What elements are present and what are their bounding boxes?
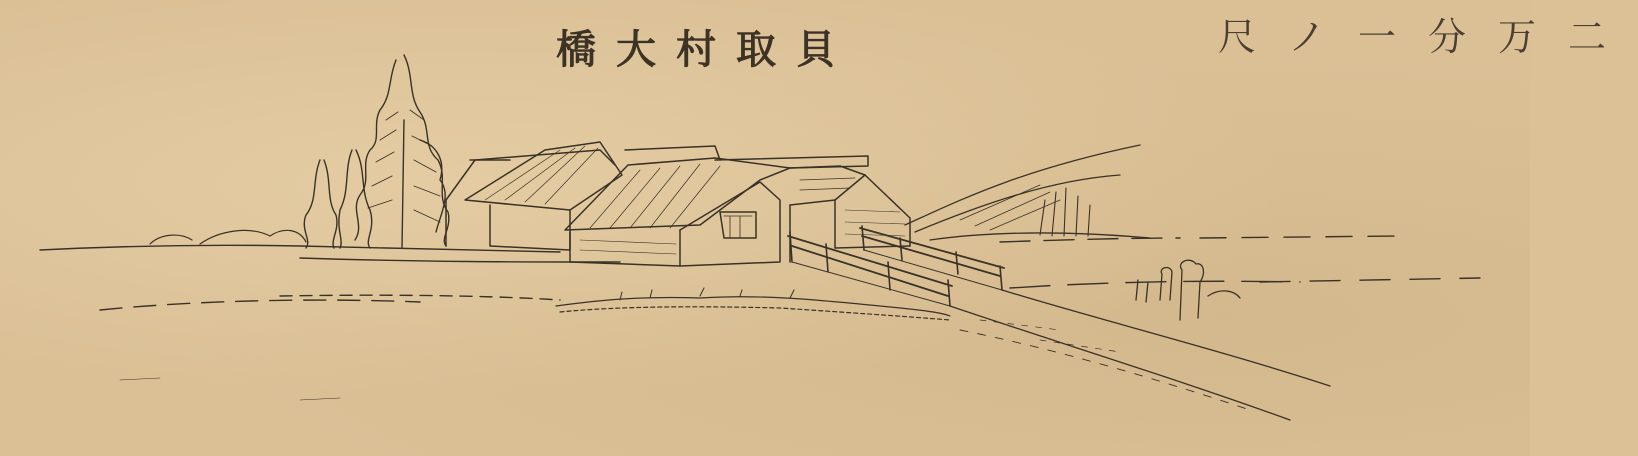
horizon-lines (40, 236, 1480, 310)
scale-note: 尺ノ一分万二 (1218, 15, 1638, 59)
farmhouses (446, 142, 910, 266)
bridge (788, 226, 1004, 306)
foreground-field (120, 330, 1250, 410)
right-shrub (1136, 260, 1240, 320)
sketch-title: 橋大村取貝 (556, 26, 856, 73)
foreground-shrubs (556, 288, 950, 320)
tree-cluster (150, 55, 449, 248)
road (950, 290, 1330, 420)
distant-hill (905, 145, 1150, 240)
